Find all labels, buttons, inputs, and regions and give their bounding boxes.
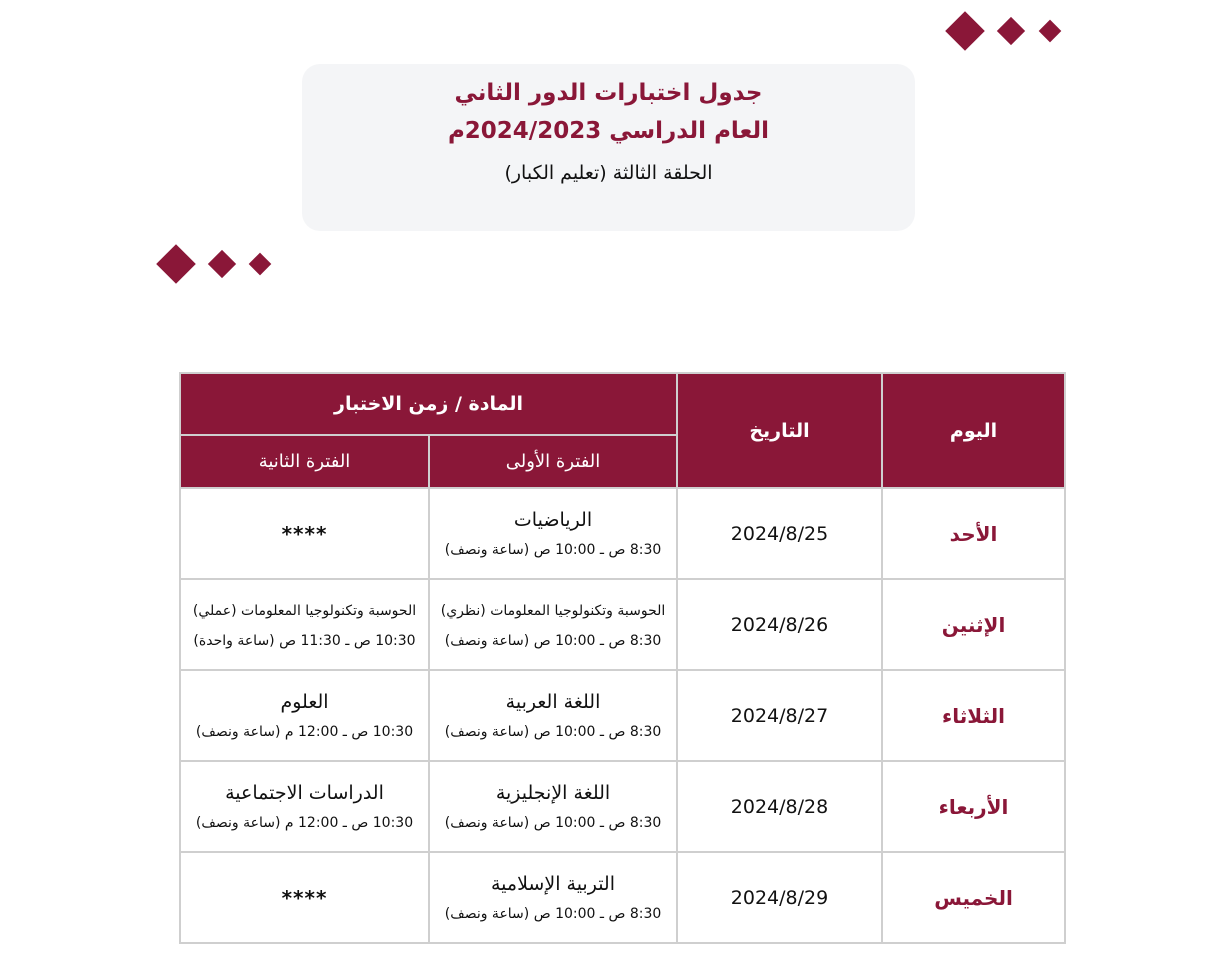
- academic-year-title: العام الدراسي 2024/2023م: [447, 118, 770, 144]
- exam-time: 8:30 ص ـ 10:00 ص (ساعة ونصف): [444, 723, 662, 740]
- date-cell: 2024/8/27: [730, 704, 829, 727]
- day-cell: الإثنين: [941, 612, 1006, 637]
- no-exam-placeholder: ****: [281, 521, 328, 546]
- page-title: جدول اختبارات الدور الثاني: [454, 80, 763, 106]
- subject-name: الرياضيات: [513, 508, 593, 531]
- period-2-cell: [180, 579, 429, 670]
- table-row: [180, 761, 1065, 852]
- column-header-subject-time: المادة / زمن الاختبار: [180, 373, 677, 435]
- day-cell: الخميس: [934, 885, 1013, 910]
- subject-name: الحوسبة وتكنولوجيا المعلومات (عملي): [192, 602, 417, 619]
- table-row: [180, 488, 1065, 579]
- no-exam-placeholder: ****: [281, 885, 328, 910]
- exam-time: 10:30 ص ـ 11:30 ص (ساعة واحدة): [193, 632, 416, 649]
- column-header-period-2: الفترة الثانية: [180, 435, 429, 488]
- column-header-period-1: الفترة الأولى: [429, 435, 677, 488]
- diamond-decoration-icon: [945, 11, 985, 51]
- period-1-cell: [429, 670, 677, 761]
- day-cell: الأحد: [949, 521, 998, 546]
- subject-name: العلوم: [280, 690, 329, 713]
- subject-name: اللغة العربية: [505, 690, 601, 713]
- exam-time: 10:30 ص ـ 12:00 م (ساعة ونصف): [195, 814, 414, 831]
- period-2-cell: [180, 488, 429, 579]
- exam-schedule-table: [179, 372, 1066, 944]
- diamond-decoration-icon: [249, 253, 272, 276]
- day-cell: الثلاثاء: [942, 703, 1005, 728]
- period-2-cell: [180, 852, 429, 943]
- subject-name: الحوسبة وتكنولوجيا المعلومات (نظري): [440, 602, 666, 619]
- diamond-decoration-icon: [997, 17, 1025, 45]
- subject-name: الدراسات الاجتماعية: [225, 781, 384, 804]
- period-1-cell: [429, 488, 677, 579]
- exam-time: 8:30 ص ـ 10:00 ص (ساعة ونصف): [444, 905, 662, 922]
- table-row: [180, 579, 1065, 670]
- date-cell: 2024/8/25: [730, 522, 829, 545]
- period-2-cell: [180, 761, 429, 852]
- subject-name: اللغة الإنجليزية: [495, 781, 611, 804]
- column-header-day: اليوم: [882, 373, 1065, 488]
- stage-subtitle: الحلقة الثالثة (تعليم الكبار): [504, 162, 713, 184]
- table-row: [180, 670, 1065, 761]
- date-cell: 2024/8/29: [730, 886, 829, 909]
- exam-time: 8:30 ص ـ 10:00 ص (ساعة ونصف): [444, 541, 662, 558]
- exam-time: 8:30 ص ـ 10:00 ص (ساعة ونصف): [444, 814, 662, 831]
- period-1-cell: [429, 761, 677, 852]
- subject-name: التربية الإسلامية: [491, 872, 616, 895]
- day-cell: الأربعاء: [938, 794, 1009, 819]
- diamond-decoration-icon: [1039, 20, 1062, 43]
- date-cell: 2024/8/28: [730, 795, 829, 818]
- period-1-cell: [429, 579, 677, 670]
- period-2-cell: [180, 670, 429, 761]
- exam-time: 8:30 ص ـ 10:00 ص (ساعة ونصف): [444, 632, 662, 649]
- column-header-date: التاريخ: [677, 373, 882, 488]
- diamond-decoration-icon: [156, 244, 196, 284]
- date-cell: 2024/8/26: [730, 613, 829, 636]
- exam-time: 10:30 ص ـ 12:00 م (ساعة ونصف): [195, 723, 414, 740]
- period-1-cell: [429, 852, 677, 943]
- diamond-decoration-icon: [208, 250, 236, 278]
- header-card: [302, 64, 915, 231]
- table-row: [180, 852, 1065, 943]
